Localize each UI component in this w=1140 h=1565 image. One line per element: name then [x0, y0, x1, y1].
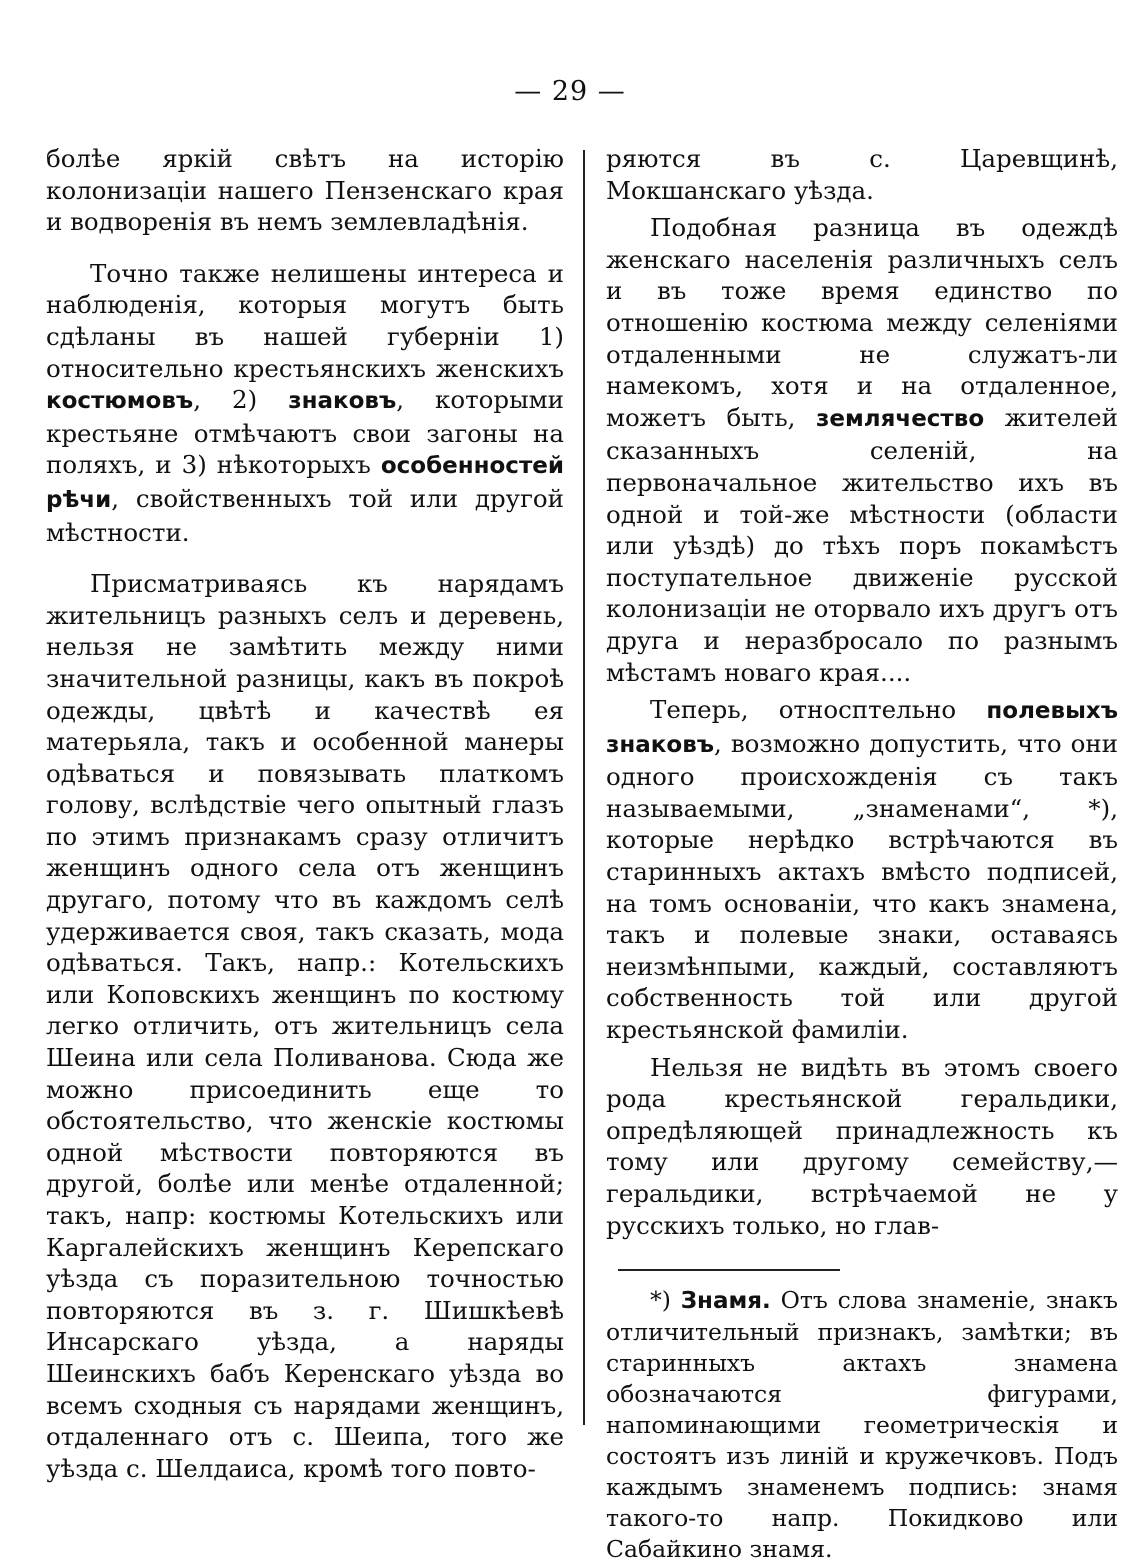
footnote-rule [618, 1269, 840, 1271]
text-run: , свойственныхъ той или другой мѣстности. [46, 483, 564, 547]
page-number: — 29 — [514, 76, 626, 107]
emphasis-term: особенностей рѣчи [46, 453, 564, 513]
paragraph: ряются въ с. Царевщинѣ, Мокшанскаго уѣзда. [606, 144, 1118, 205]
text-run: Теперь, относптельно [650, 695, 987, 725]
emphasis-term: полевыхъ знаковъ [606, 698, 1118, 758]
footnote [606, 1285, 1118, 1565]
emphasis-term: землячество [816, 405, 985, 432]
paragraph: Нельзя не видѣть въ этомъ своего рода крестьянской геральдики, опредѣляющей принадлежность къ тому или другому семейству,—геральдики, встрѣчаемой не у русскихъ только, но глав- [606, 1052, 1118, 1240]
paragraph [606, 212, 1118, 688]
emphasis-term: знаковъ [288, 388, 397, 415]
text-run: , 2) [193, 385, 289, 415]
paragraph [606, 694, 1118, 1046]
paragraph: болѣе яркій свѣтъ на исторію колонизаціи нашего Пензенскаго края и водворенія въ немъ землевладѣнія. [46, 144, 564, 237]
paragraph: Присматриваясь къ нарядамъ жительницъ разныхъ селъ и деревень, нельзя не замѣтить между ними значительной разницы, какъ въ покроѣ одежды, цвѣтѣ и качествѣ ея матерьяла, такъ и особенной манеры одѣваться и повязывать платкомъ голову, вслѣдствіе чего опытный глазъ по этимъ признакамъ сразу отличитъ женщинъ одного села отъ женщинъ другаго, потому что въ каждомъ селѣ удерживается своя, такъ сказать, мода одѣваться. Такъ, напр.: Котельскихъ или Коповскихъ женщинъ по костюму легко отличить, отъ жительницъ села Шеина или села Поливанова. Сюда же можно присоединить еще то обстоятельство, что женскіе костюмы одной мѣствости повторяются въ другой, болѣе или менѣе отдаленной; такъ, напр: костюмы Котельскихъ или Каргалейскихъ женщинъ Керепскаго уѣзда съ поразительною точностью повторяются въ з. г. Шишкѣевѣ Инсарскаго уѣзда, а наряды Шеинскихъ бабъ Керенскаго уѣзда во всемъ сходныя съ нарядами женщинъ, отдаленнаго отъ с. Шеипа, того же уѣзда с. Шелдаиса, кромѣ того повто- [46, 569, 564, 1483]
footnote-term: Знамя. [680, 1288, 771, 1315]
text-run: , возможно допустить, что они одного происхожденія съ такъ называемыми, „знаменами“, *), которые нерѣдко встрѣчаются въ старинныхъ актахъ вмѣсто подписей, на томъ основаніи, что какъ знамена, такъ и полевые знаки, оставаясь неизмѣнпыми, каждый, составляютъ собственность той или другой крестьянской фамиліи. [606, 728, 1118, 1045]
right-column [606, 143, 1118, 1565]
footnote-text: Отъ слова знаменіе, знакъ отличительный признакъ, замѣтки; въ старинныхъ актахъ знамена обозначаются фигурами, напоминающими геометрическія и состоятъ изъ линій и кружечковъ. Подъ каждымъ знаменемъ подпись: знамя такого-то напр. Покидково или Сабайкино знамя. [606, 1286, 1118, 1564]
text-run: , которыми крестьяне отмѣчаютъ свои загоны на поляхъ, и 3) нѣкоторыхъ [46, 385, 564, 480]
text-run: жителей сказанныхъ селеній, на первоначальное жительство ихъ въ одной и той-же мѣстности (области или уѣздѣ) до тѣхъ поръ покамѣстъ поступательное движеніе русской колонизаціи не оторвало ихъ другъ отъ друга и неразбросало по разнымъ мѣстамъ новаго края.... [606, 402, 1118, 687]
column-divider [583, 150, 585, 1425]
text-run: Точно также нелишены интереса и наблюденія, которыя могутъ быть сдѣланы въ нашей губерніи 1) относительно крестьянскихъ женскихъ [46, 258, 564, 383]
left-column [46, 143, 564, 1484]
paragraph [46, 258, 564, 548]
emphasis-term: костюмовъ [46, 388, 194, 415]
footnote-marker: *) [650, 1286, 681, 1315]
text-run: Подобная разница въ одеждѣ женскаго населенія различныхъ селъ и въ тоже время единство по отношенію костюма между селеніями отдаленными не служатъ-ли намекомъ, хотя и на отдаленное, можетъ быть, [606, 213, 1118, 432]
